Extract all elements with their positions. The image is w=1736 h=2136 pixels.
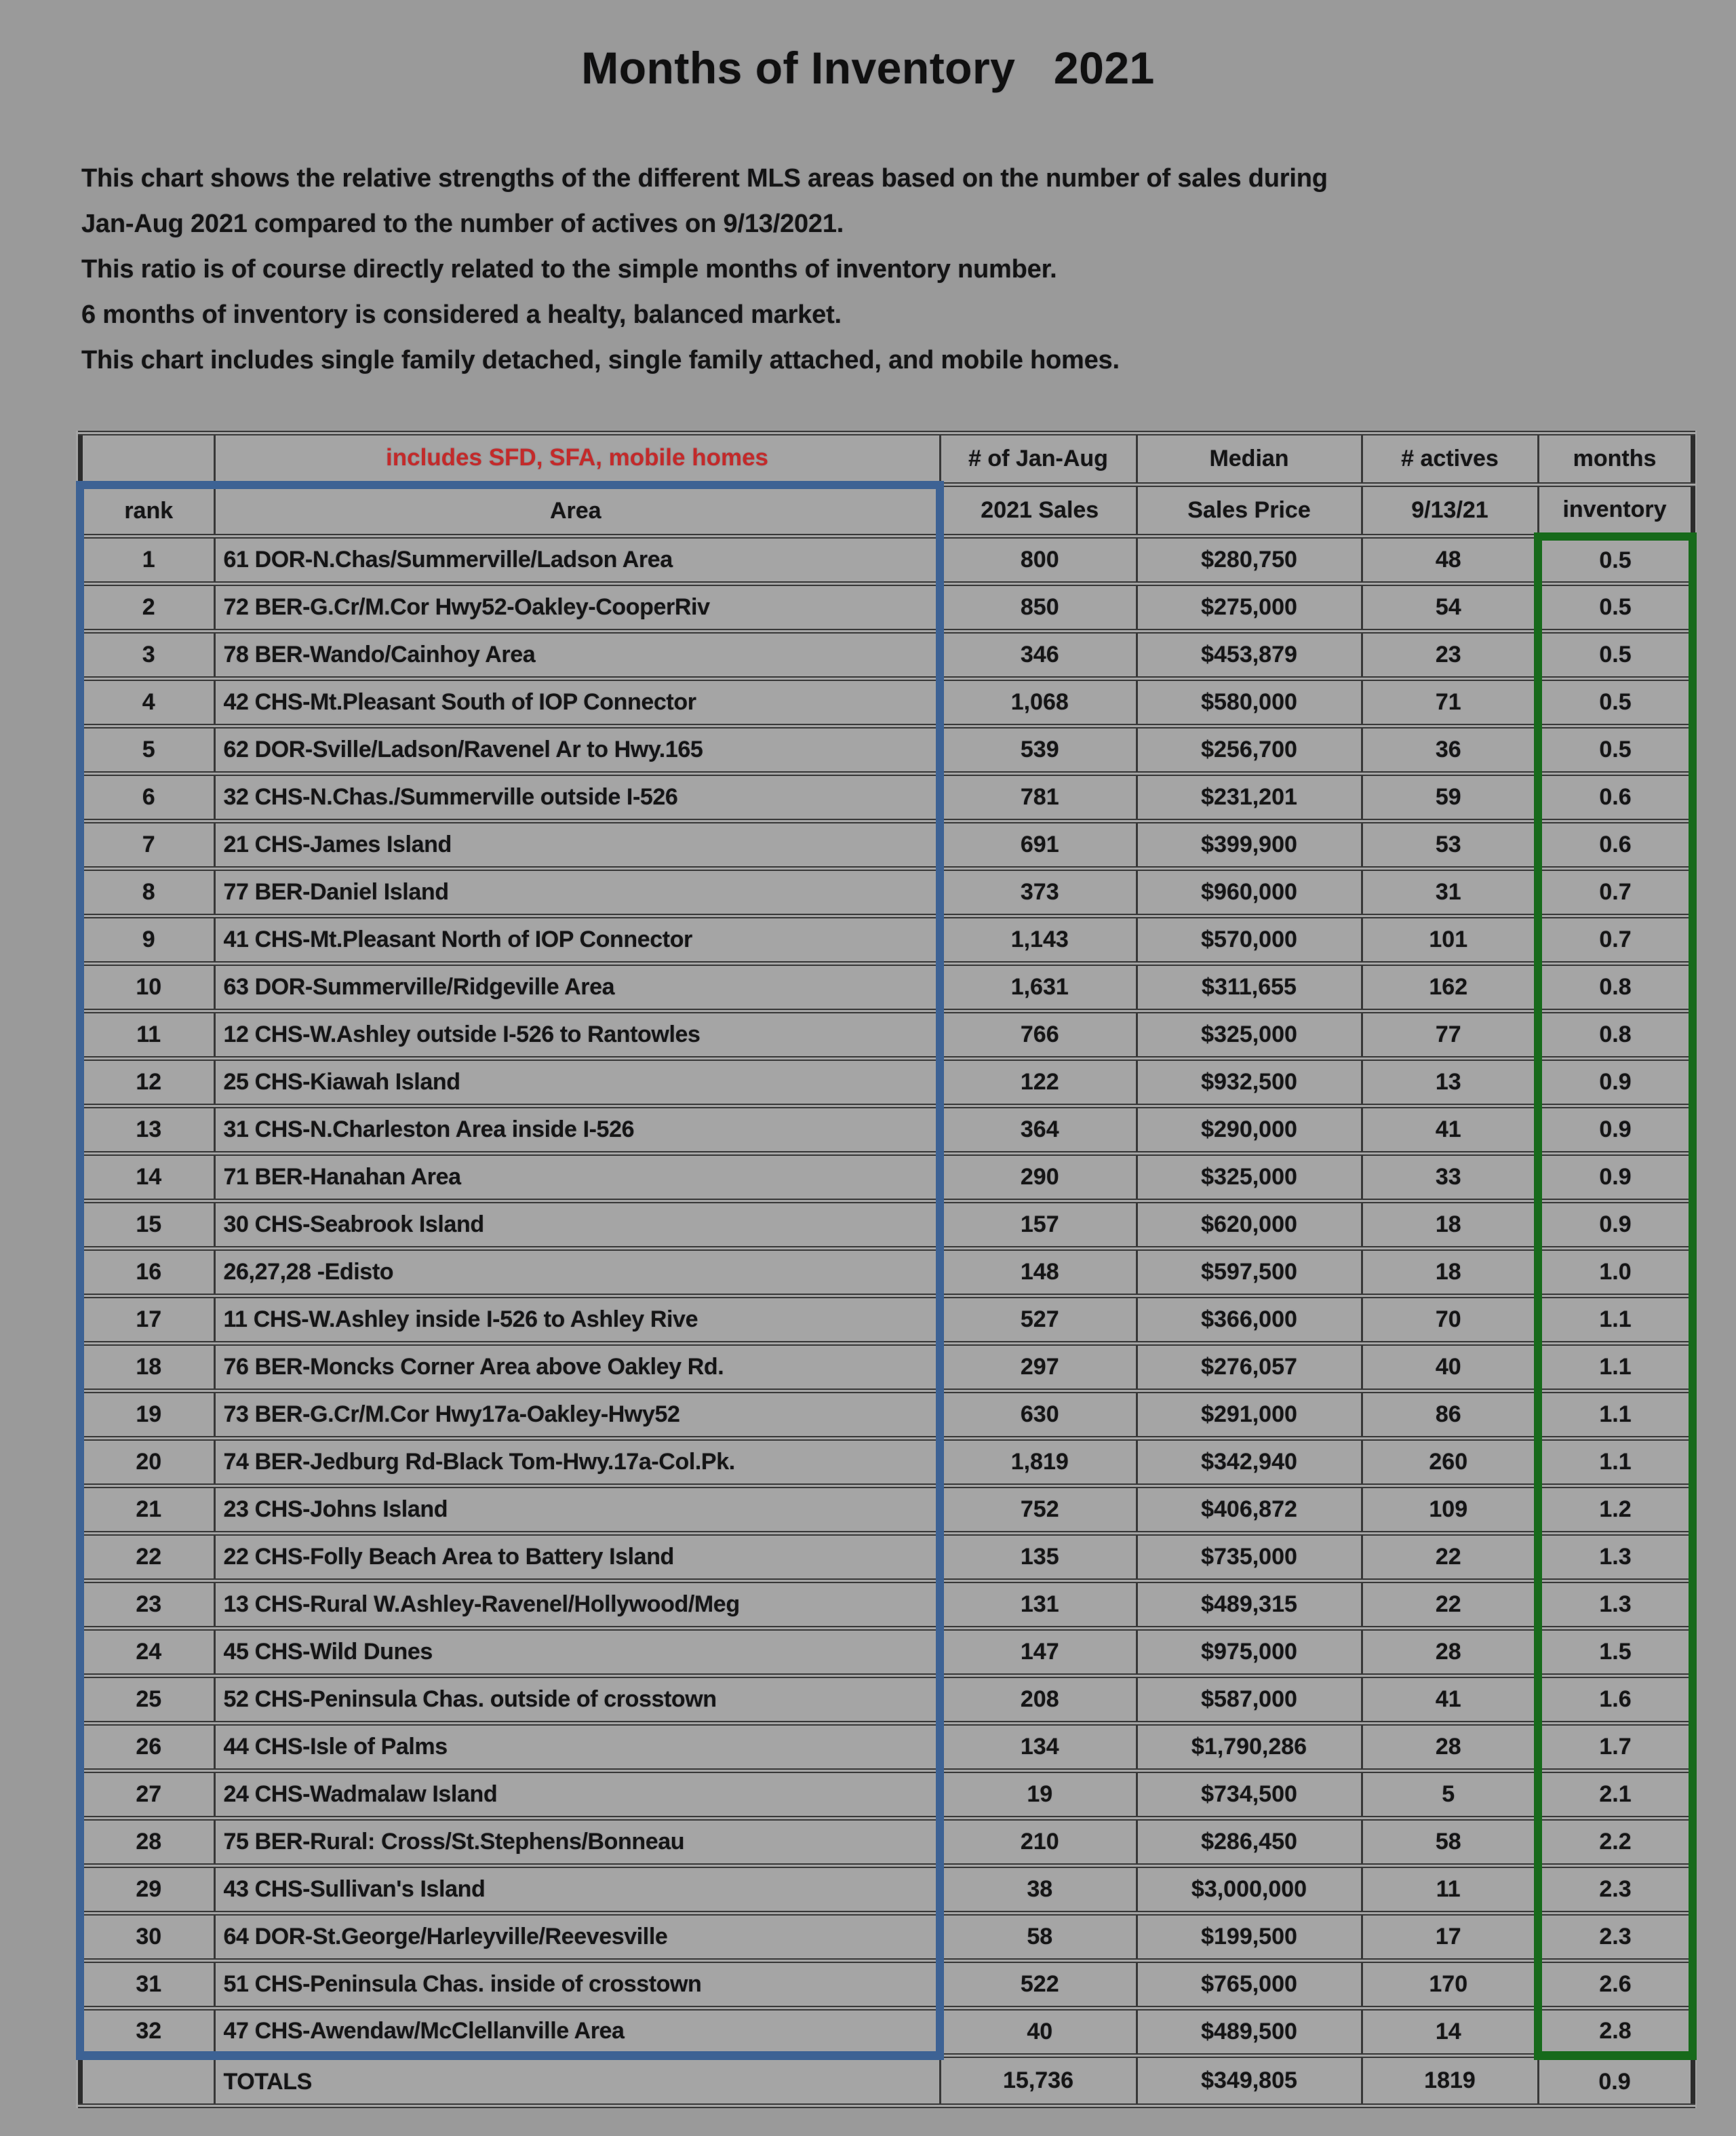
area-cell: 47 CHS-Awendaw/McClellanville Area bbox=[214, 2008, 940, 2056]
area-cell: 30 CHS-Seabrook Island bbox=[214, 1201, 940, 1249]
area-cell: 32 CHS-N.Chas./Summerville outside I-526 bbox=[214, 774, 940, 821]
sales-cell: 850 bbox=[940, 584, 1137, 632]
months-inventory-cell: 1.1 bbox=[1538, 1344, 1693, 1391]
area-cell: 25 CHS-Kiawah Island bbox=[214, 1059, 940, 1106]
sales-cell: 58 bbox=[940, 1914, 1137, 1961]
page-title: Months of Inventory 2021 bbox=[581, 43, 1155, 93]
rank-cell: 20 bbox=[80, 1439, 214, 1486]
sales-cell: 135 bbox=[940, 1534, 1137, 1581]
header-inventory-line2: inventory bbox=[1538, 485, 1693, 537]
area-cell: 77 BER-Daniel Island bbox=[214, 869, 940, 916]
months-inventory-cell: 2.8 bbox=[1538, 2008, 1693, 2056]
rank-cell: 9 bbox=[80, 916, 214, 964]
median-price-cell: $325,000 bbox=[1137, 1154, 1362, 1201]
rank-cell: 25 bbox=[80, 1676, 214, 1724]
actives-cell: 162 bbox=[1362, 964, 1538, 1011]
description-line: 6 months of inventory is considered a healty, balanced market. bbox=[81, 300, 842, 329]
description-block bbox=[81, 156, 1736, 383]
table-row bbox=[80, 1961, 1693, 2008]
rank-cell: 32 bbox=[80, 2008, 214, 2056]
median-price-cell: $399,900 bbox=[1137, 821, 1362, 869]
table-row bbox=[80, 1629, 1693, 1676]
area-cell: 22 CHS-Folly Beach Area to Battery Island bbox=[214, 1534, 940, 1581]
actives-cell: 36 bbox=[1362, 726, 1538, 774]
months-inventory-cell: 0.5 bbox=[1538, 632, 1693, 679]
table-row bbox=[80, 1819, 1693, 1866]
rank-cell: 22 bbox=[80, 1534, 214, 1581]
actives-cell: 33 bbox=[1362, 1154, 1538, 1201]
description-line: Jan-Aug 2021 compared to the number of actives on 9/13/2021. bbox=[81, 210, 844, 238]
median-price-cell: $734,500 bbox=[1137, 1771, 1362, 1819]
header-row-2 bbox=[80, 485, 1693, 537]
rank-cell: 10 bbox=[80, 964, 214, 1011]
actives-cell: 260 bbox=[1362, 1439, 1538, 1486]
actives-cell: 18 bbox=[1362, 1201, 1538, 1249]
area-cell: 75 BER-Rural: Cross/St.Stephens/Bonneau bbox=[214, 1819, 940, 1866]
actives-cell: 22 bbox=[1362, 1581, 1538, 1629]
median-price-cell: $275,000 bbox=[1137, 584, 1362, 632]
rank-cell: 3 bbox=[80, 632, 214, 679]
months-inventory-cell: 0.6 bbox=[1538, 774, 1693, 821]
area-cell: 13 CHS-Rural W.Ashley-Ravenel/Hollywood/Meg bbox=[214, 1581, 940, 1629]
table-row bbox=[80, 632, 1693, 679]
months-inventory-cell: 0.5 bbox=[1538, 726, 1693, 774]
actives-cell: 28 bbox=[1362, 1724, 1538, 1771]
table-row bbox=[80, 1534, 1693, 1581]
median-price-cell: $489,315 bbox=[1137, 1581, 1362, 1629]
header-months-line1: months bbox=[1538, 433, 1693, 485]
description-line: This chart shows the relative strengths of the different MLS areas based on the number of sales during bbox=[81, 164, 1328, 193]
median-price-cell: $960,000 bbox=[1137, 869, 1362, 916]
sales-cell: 346 bbox=[940, 632, 1137, 679]
header-sales-line2: 2021 Sales bbox=[940, 485, 1137, 537]
totals-actives: 1819 bbox=[1362, 2056, 1538, 2106]
actives-cell: 48 bbox=[1362, 537, 1538, 584]
months-inventory-cell: 0.9 bbox=[1538, 1154, 1693, 1201]
totals-label: TOTALS bbox=[214, 2056, 940, 2106]
rank-cell: 11 bbox=[80, 1011, 214, 1059]
sales-cell: 691 bbox=[940, 821, 1137, 869]
header-actives-line1: # actives bbox=[1362, 433, 1538, 485]
median-price-cell: $765,000 bbox=[1137, 1961, 1362, 2008]
median-price-cell: $342,940 bbox=[1137, 1439, 1362, 1486]
inventory-table bbox=[76, 431, 1697, 2108]
actives-cell: 23 bbox=[1362, 632, 1538, 679]
area-cell: 24 CHS-Wadmalaw Island bbox=[214, 1771, 940, 1819]
actives-cell: 71 bbox=[1362, 679, 1538, 726]
rank-cell: 17 bbox=[80, 1296, 214, 1344]
table-row bbox=[80, 1724, 1693, 1771]
header-sales-line1: # of Jan-Aug bbox=[940, 433, 1137, 485]
median-price-cell: $453,879 bbox=[1137, 632, 1362, 679]
totals-rank-empty bbox=[80, 2056, 214, 2106]
months-inventory-cell: 2.3 bbox=[1538, 1866, 1693, 1914]
header-rank-empty bbox=[80, 433, 214, 485]
median-price-cell: $311,655 bbox=[1137, 964, 1362, 1011]
table-row bbox=[80, 1581, 1693, 1629]
sales-cell: 19 bbox=[940, 1771, 1137, 1819]
sales-cell: 1,631 bbox=[940, 964, 1137, 1011]
rank-cell: 16 bbox=[80, 1249, 214, 1296]
area-cell: 21 CHS-James Island bbox=[214, 821, 940, 869]
months-inventory-cell: 1.3 bbox=[1538, 1581, 1693, 1629]
actives-cell: 41 bbox=[1362, 1106, 1538, 1154]
median-price-cell: $291,000 bbox=[1137, 1391, 1362, 1439]
months-inventory-cell: 1.1 bbox=[1538, 1439, 1693, 1486]
median-price-cell: $280,750 bbox=[1137, 537, 1362, 584]
header-row-1 bbox=[80, 433, 1693, 485]
median-price-cell: $231,201 bbox=[1137, 774, 1362, 821]
months-inventory-cell: 2.3 bbox=[1538, 1914, 1693, 1961]
rank-cell: 7 bbox=[80, 821, 214, 869]
median-price-cell: $1,790,286 bbox=[1137, 1724, 1362, 1771]
median-price-cell: $489,500 bbox=[1137, 2008, 1362, 2056]
area-cell: 73 BER-G.Cr/M.Cor Hwy17a-Oakley-Hwy52 bbox=[214, 1391, 940, 1439]
rank-cell: 30 bbox=[80, 1914, 214, 1961]
sales-cell: 630 bbox=[940, 1391, 1137, 1439]
description-line: This chart includes single family detached, single family attached, and mobile homes. bbox=[81, 346, 1120, 374]
area-cell: 43 CHS-Sullivan's Island bbox=[214, 1866, 940, 1914]
rank-cell: 23 bbox=[80, 1581, 214, 1629]
rank-cell: 29 bbox=[80, 1866, 214, 1914]
median-price-cell: $587,000 bbox=[1137, 1676, 1362, 1724]
totals-sales: 15,736 bbox=[940, 2056, 1137, 2106]
area-cell: 42 CHS-Mt.Pleasant South of IOP Connector bbox=[214, 679, 940, 726]
rank-cell: 12 bbox=[80, 1059, 214, 1106]
sales-cell: 122 bbox=[940, 1059, 1137, 1106]
sales-cell: 134 bbox=[940, 1724, 1137, 1771]
table-row bbox=[80, 1439, 1693, 1486]
sales-cell: 147 bbox=[940, 1629, 1137, 1676]
months-inventory-cell: 2.2 bbox=[1538, 1819, 1693, 1866]
table-row bbox=[80, 869, 1693, 916]
actives-cell: 5 bbox=[1362, 1771, 1538, 1819]
table-row bbox=[80, 1914, 1693, 1961]
table-row bbox=[80, 1771, 1693, 1819]
actives-cell: 109 bbox=[1362, 1486, 1538, 1534]
table-row bbox=[80, 1486, 1693, 1534]
area-cell: 71 BER-Hanahan Area bbox=[214, 1154, 940, 1201]
table-row bbox=[80, 1059, 1693, 1106]
rank-cell: 2 bbox=[80, 584, 214, 632]
rank-cell: 14 bbox=[80, 1154, 214, 1201]
area-cell: 41 CHS-Mt.Pleasant North of IOP Connector bbox=[214, 916, 940, 964]
rank-cell: 28 bbox=[80, 1819, 214, 1866]
table-row bbox=[80, 2008, 1693, 2056]
sales-cell: 40 bbox=[940, 2008, 1137, 2056]
area-cell: 45 CHS-Wild Dunes bbox=[214, 1629, 940, 1676]
months-inventory-cell: 1.1 bbox=[1538, 1296, 1693, 1344]
median-price-cell: $735,000 bbox=[1137, 1534, 1362, 1581]
table-row bbox=[80, 537, 1693, 584]
rank-cell: 21 bbox=[80, 1486, 214, 1534]
actives-cell: 31 bbox=[1362, 869, 1538, 916]
actives-cell: 70 bbox=[1362, 1296, 1538, 1344]
table-row bbox=[80, 584, 1693, 632]
area-cell: 11 CHS-W.Ashley inside I-526 to Ashley Rive bbox=[214, 1296, 940, 1344]
sales-cell: 1,143 bbox=[940, 916, 1137, 964]
months-inventory-cell: 0.5 bbox=[1538, 537, 1693, 584]
sales-cell: 38 bbox=[940, 1866, 1137, 1914]
description-line: This ratio is of course directly related to the simple months of inventory number. bbox=[81, 255, 1057, 284]
area-cell: 62 DOR-Sville/Ladson/Ravenel Ar to Hwy.165 bbox=[214, 726, 940, 774]
actives-cell: 14 bbox=[1362, 2008, 1538, 2056]
months-inventory-cell: 0.7 bbox=[1538, 869, 1693, 916]
actives-cell: 28 bbox=[1362, 1629, 1538, 1676]
median-price-cell: $199,500 bbox=[1137, 1914, 1362, 1961]
rank-cell: 1 bbox=[80, 537, 214, 584]
table-row bbox=[80, 821, 1693, 869]
months-inventory-cell: 1.3 bbox=[1538, 1534, 1693, 1581]
area-cell: 12 CHS-W.Ashley outside I-526 to Rantowles bbox=[214, 1011, 940, 1059]
months-inventory-cell: 0.5 bbox=[1538, 584, 1693, 632]
area-cell: 72 BER-G.Cr/M.Cor Hwy52-Oakley-CooperRiv bbox=[214, 584, 940, 632]
area-cell: 61 DOR-N.Chas/Summerville/Ladson Area bbox=[214, 537, 940, 584]
area-cell: 76 BER-Moncks Corner Area above Oakley Rd. bbox=[214, 1344, 940, 1391]
header-median-line2: Sales Price bbox=[1137, 485, 1362, 537]
area-cell: 23 CHS-Johns Island bbox=[214, 1486, 940, 1534]
median-price-cell: $406,872 bbox=[1137, 1486, 1362, 1534]
median-price-cell: $366,000 bbox=[1137, 1296, 1362, 1344]
sales-cell: 539 bbox=[940, 726, 1137, 774]
table-row bbox=[80, 1154, 1693, 1201]
months-inventory-cell: 0.8 bbox=[1538, 1011, 1693, 1059]
median-price-cell: $286,450 bbox=[1137, 1819, 1362, 1866]
rank-cell: 18 bbox=[80, 1344, 214, 1391]
median-price-cell: $932,500 bbox=[1137, 1059, 1362, 1106]
rank-cell: 4 bbox=[80, 679, 214, 726]
area-cell: 63 DOR-Summerville/Ridgeville Area bbox=[214, 964, 940, 1011]
median-price-cell: $3,000,000 bbox=[1137, 1866, 1362, 1914]
table-row bbox=[80, 1676, 1693, 1724]
header-area: Area bbox=[214, 485, 940, 537]
table-row bbox=[80, 726, 1693, 774]
months-inventory-cell: 1.6 bbox=[1538, 1676, 1693, 1724]
rank-cell: 24 bbox=[80, 1629, 214, 1676]
months-inventory-cell: 1.1 bbox=[1538, 1391, 1693, 1439]
area-cell: 31 CHS-N.Charleston Area inside I-526 bbox=[214, 1106, 940, 1154]
table-footer bbox=[80, 2056, 1693, 2106]
area-cell: 44 CHS-Isle of Palms bbox=[214, 1724, 940, 1771]
months-inventory-cell: 0.6 bbox=[1538, 821, 1693, 869]
actives-cell: 54 bbox=[1362, 584, 1538, 632]
median-price-cell: $597,500 bbox=[1137, 1249, 1362, 1296]
median-price-cell: $620,000 bbox=[1137, 1201, 1362, 1249]
sales-cell: 210 bbox=[940, 1819, 1137, 1866]
sales-cell: 297 bbox=[940, 1344, 1137, 1391]
sales-cell: 364 bbox=[940, 1106, 1137, 1154]
table-row bbox=[80, 1296, 1693, 1344]
actives-cell: 11 bbox=[1362, 1866, 1538, 1914]
rank-cell: 6 bbox=[80, 774, 214, 821]
area-cell: 64 DOR-St.George/Harleyville/Reevesville bbox=[214, 1914, 940, 1961]
table-row bbox=[80, 1344, 1693, 1391]
rank-cell: 13 bbox=[80, 1106, 214, 1154]
sales-cell: 1,819 bbox=[940, 1439, 1137, 1486]
rank-cell: 31 bbox=[80, 1961, 214, 2008]
table-body bbox=[80, 537, 1693, 2056]
table-row bbox=[80, 1201, 1693, 1249]
header-median-line1: Median bbox=[1137, 433, 1362, 485]
median-price-cell: $580,000 bbox=[1137, 679, 1362, 726]
header-note-red: includes SFD, SFA, mobile homes bbox=[214, 433, 940, 485]
median-price-cell: $290,000 bbox=[1137, 1106, 1362, 1154]
table-row bbox=[80, 964, 1693, 1011]
totals-row bbox=[80, 2056, 1693, 2106]
months-inventory-cell: 0.9 bbox=[1538, 1106, 1693, 1154]
totals-months-inventory: 0.9 bbox=[1538, 2056, 1693, 2106]
area-cell: 26,27,28 -Edisto bbox=[214, 1249, 940, 1296]
actives-cell: 13 bbox=[1362, 1059, 1538, 1106]
rank-cell: 8 bbox=[80, 869, 214, 916]
totals-median: $349,805 bbox=[1137, 2056, 1362, 2106]
months-inventory-cell: 1.5 bbox=[1538, 1629, 1693, 1676]
median-price-cell: $975,000 bbox=[1137, 1629, 1362, 1676]
sales-cell: 131 bbox=[940, 1581, 1137, 1629]
months-inventory-cell: 2.6 bbox=[1538, 1961, 1693, 2008]
months-inventory-cell: 1.7 bbox=[1538, 1724, 1693, 1771]
median-price-cell: $256,700 bbox=[1137, 726, 1362, 774]
rank-cell: 27 bbox=[80, 1771, 214, 1819]
actives-cell: 41 bbox=[1362, 1676, 1538, 1724]
area-cell: 51 CHS-Peninsula Chas. inside of crosstown bbox=[214, 1961, 940, 2008]
actives-cell: 170 bbox=[1362, 1961, 1538, 2008]
header-rank: rank bbox=[80, 485, 214, 537]
area-cell: 74 BER-Jedburg Rd-Black Tom-Hwy.17a-Col.Pk. bbox=[214, 1439, 940, 1486]
sales-cell: 1,068 bbox=[940, 679, 1137, 726]
sales-cell: 781 bbox=[940, 774, 1137, 821]
months-inventory-cell: 0.7 bbox=[1538, 916, 1693, 964]
actives-cell: 77 bbox=[1362, 1011, 1538, 1059]
months-inventory-cell: 0.5 bbox=[1538, 679, 1693, 726]
months-inventory-cell: 1.2 bbox=[1538, 1486, 1693, 1534]
table-row bbox=[80, 1106, 1693, 1154]
median-price-cell: $570,000 bbox=[1137, 916, 1362, 964]
months-inventory-cell: 0.9 bbox=[1538, 1059, 1693, 1106]
sales-cell: 157 bbox=[940, 1201, 1137, 1249]
table-header bbox=[80, 433, 1693, 537]
sales-cell: 522 bbox=[940, 1961, 1137, 2008]
months-inventory-cell: 2.1 bbox=[1538, 1771, 1693, 1819]
area-cell: 78 BER-Wando/Cainhoy Area bbox=[214, 632, 940, 679]
table-row bbox=[80, 1866, 1693, 1914]
months-inventory-cell: 1.0 bbox=[1538, 1249, 1693, 1296]
actives-cell: 101 bbox=[1362, 916, 1538, 964]
rank-cell: 5 bbox=[80, 726, 214, 774]
sales-cell: 800 bbox=[940, 537, 1137, 584]
sales-cell: 752 bbox=[940, 1486, 1137, 1534]
rank-cell: 26 bbox=[80, 1724, 214, 1771]
table-row bbox=[80, 679, 1693, 726]
actives-cell: 40 bbox=[1362, 1344, 1538, 1391]
sales-cell: 527 bbox=[940, 1296, 1137, 1344]
table-row bbox=[80, 1011, 1693, 1059]
actives-cell: 18 bbox=[1362, 1249, 1538, 1296]
months-inventory-cell: 0.8 bbox=[1538, 964, 1693, 1011]
sales-cell: 148 bbox=[940, 1249, 1137, 1296]
rank-cell: 19 bbox=[80, 1391, 214, 1439]
table-row bbox=[80, 774, 1693, 821]
header-actives-line2: 9/13/21 bbox=[1362, 485, 1538, 537]
rank-cell: 15 bbox=[80, 1201, 214, 1249]
sales-cell: 766 bbox=[940, 1011, 1137, 1059]
area-cell: 52 CHS-Peninsula Chas. outside of crosstown bbox=[214, 1676, 940, 1724]
actives-cell: 17 bbox=[1362, 1914, 1538, 1961]
sales-cell: 208 bbox=[940, 1676, 1137, 1724]
actives-cell: 86 bbox=[1362, 1391, 1538, 1439]
actives-cell: 58 bbox=[1362, 1819, 1538, 1866]
months-inventory-cell: 0.9 bbox=[1538, 1201, 1693, 1249]
table-row bbox=[80, 916, 1693, 964]
median-price-cell: $276,057 bbox=[1137, 1344, 1362, 1391]
actives-cell: 59 bbox=[1362, 774, 1538, 821]
actives-cell: 22 bbox=[1362, 1534, 1538, 1581]
sales-cell: 290 bbox=[940, 1154, 1137, 1201]
actives-cell: 53 bbox=[1362, 821, 1538, 869]
sales-cell: 373 bbox=[940, 869, 1137, 916]
median-price-cell: $325,000 bbox=[1137, 1011, 1362, 1059]
table-row bbox=[80, 1391, 1693, 1439]
table-row bbox=[80, 1249, 1693, 1296]
